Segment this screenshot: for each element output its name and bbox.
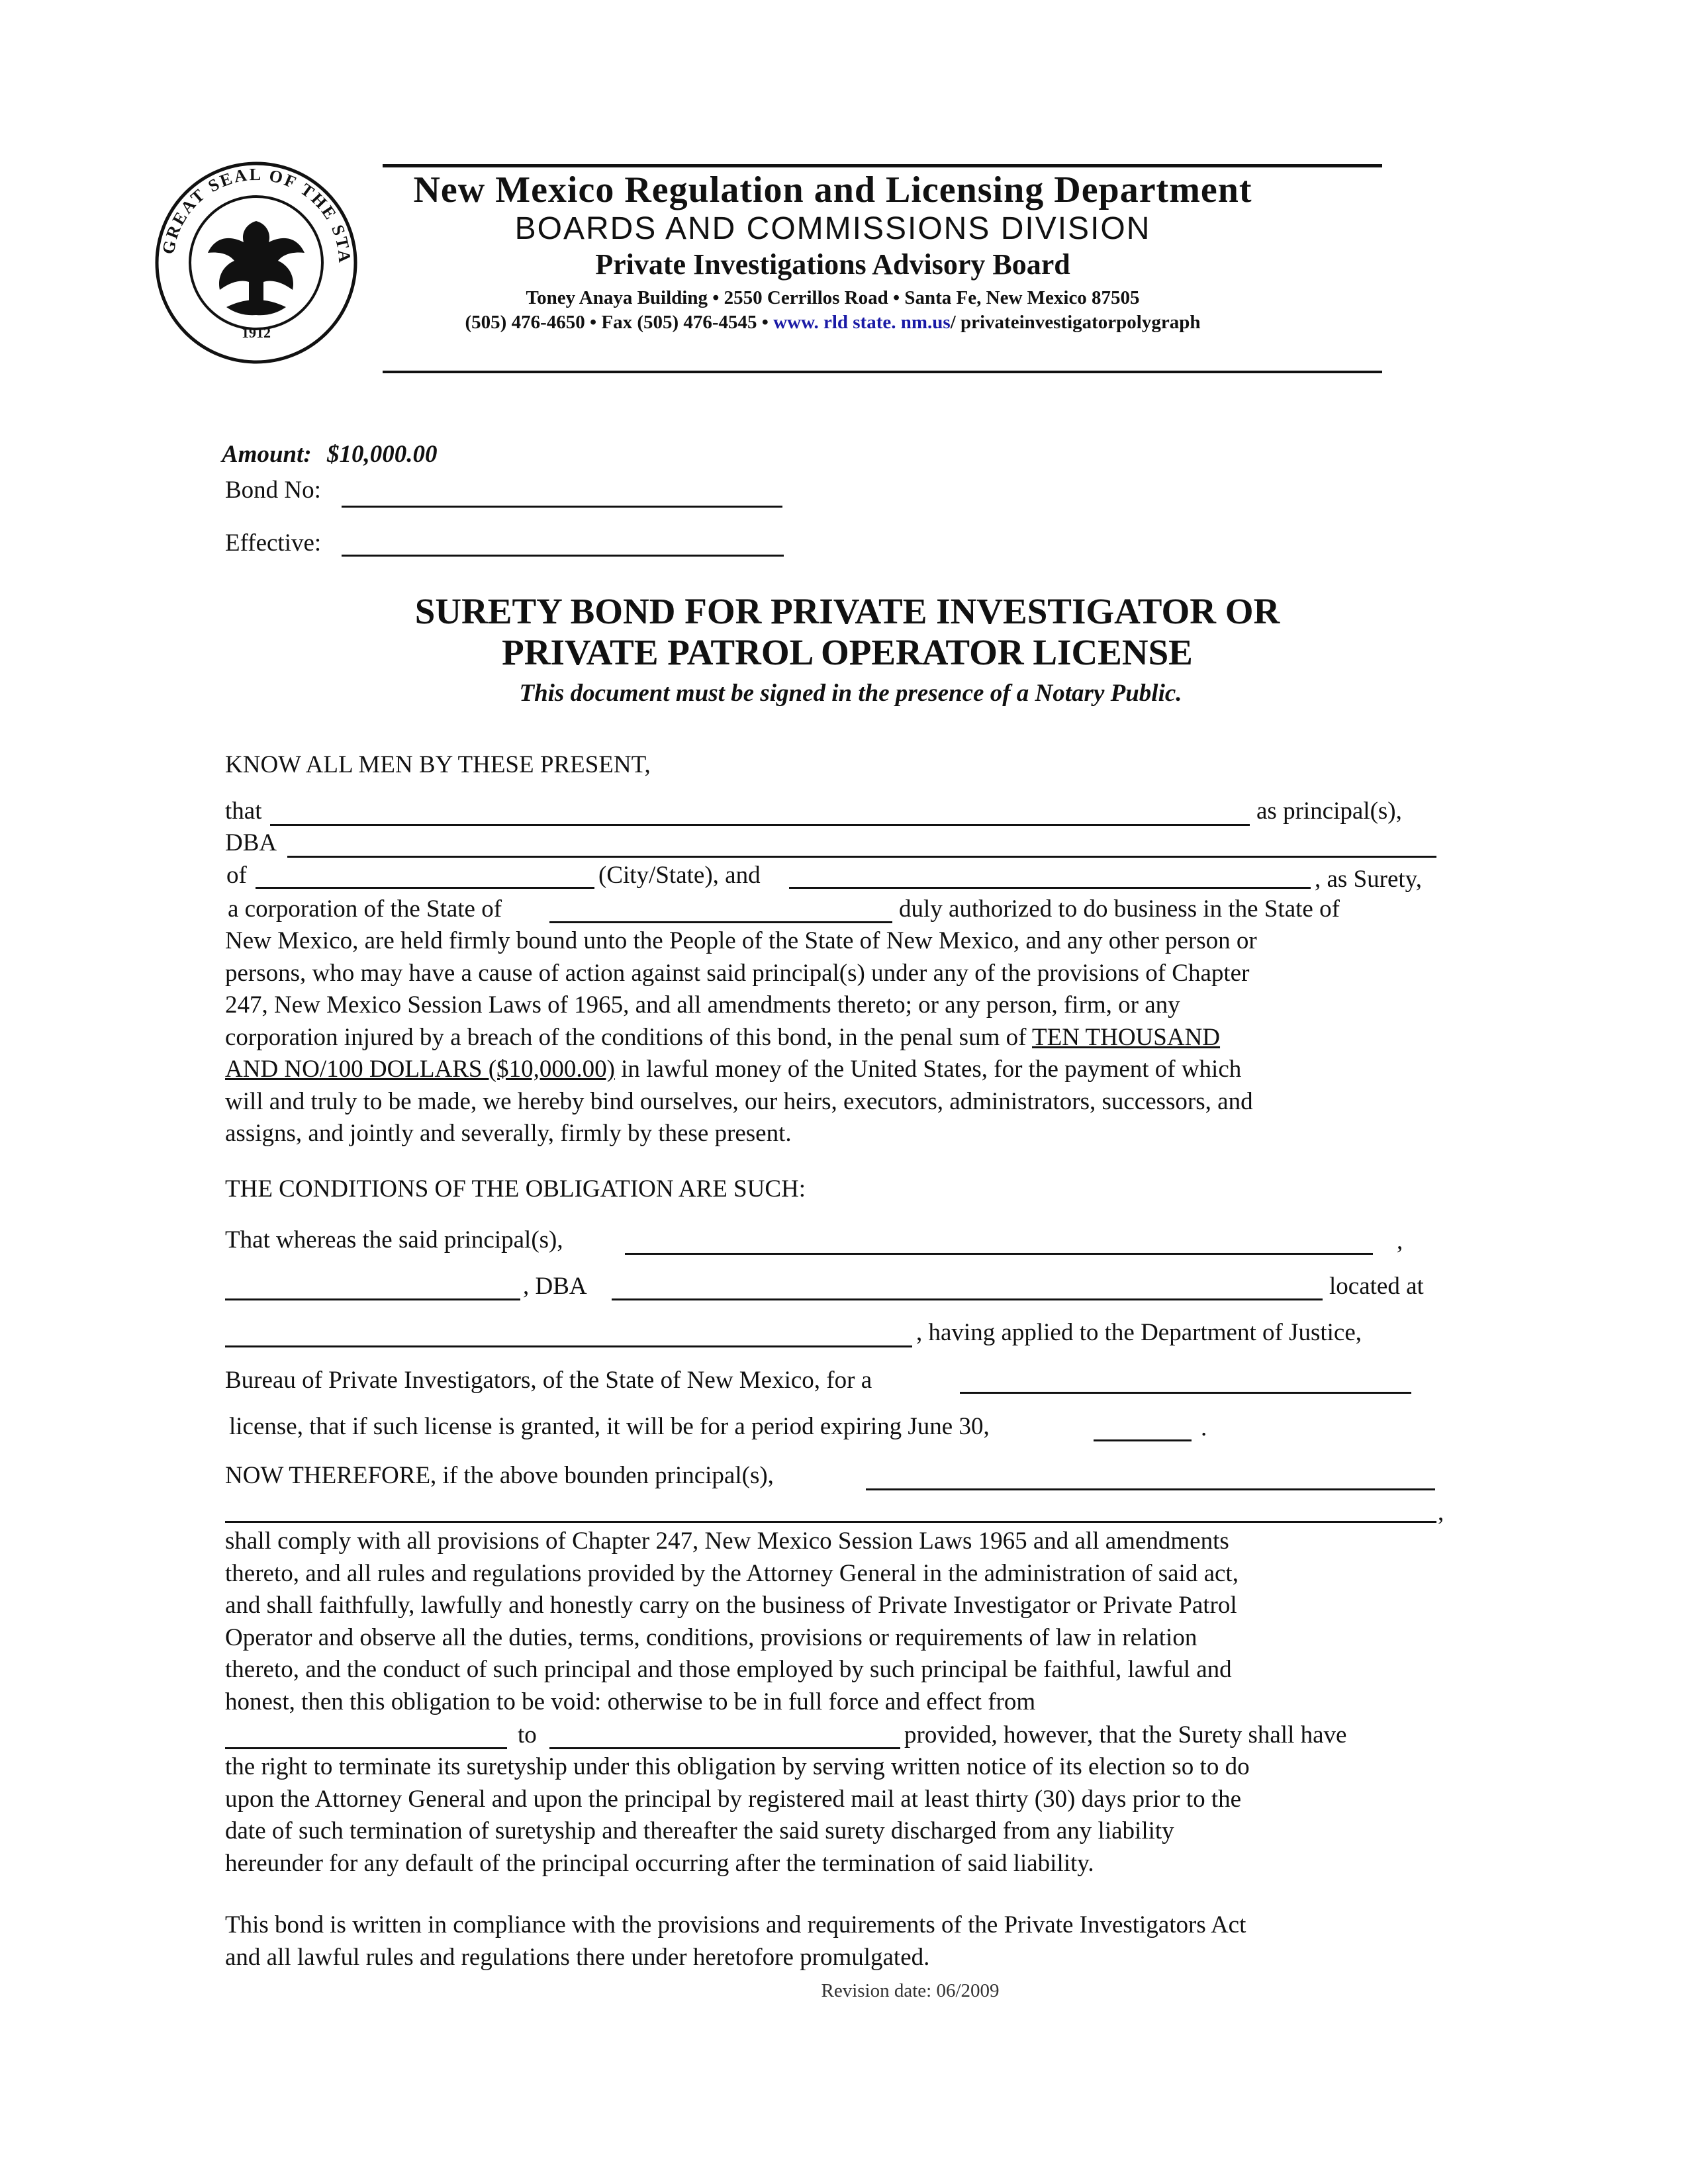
- paragraph-line: in lawful money of the United States, for the payment of which: [614, 1056, 1242, 1083]
- effective-label: Effective:: [225, 529, 322, 557]
- effect-to-field[interactable]: [549, 1747, 900, 1749]
- paragraph-line: and shall faithfully, lawfully and honestly carry on the business of Private Investigator or Private Patrol: [225, 1592, 1237, 1619]
- seal-text: GREAT SEAL OF THE STA: [158, 164, 355, 264]
- paragraph-compliance: [225, 1909, 1246, 1974]
- bond-no-field[interactable]: [342, 506, 782, 508]
- amount-label: Amount:: [222, 441, 312, 468]
- paragraph-line: thereto, and the conduct of such principal and those employed by such principal be faithful, lawful and: [225, 1656, 1232, 1683]
- expiry-year-field[interactable]: [1094, 1439, 1192, 1441]
- surety-name-field[interactable]: [789, 887, 1311, 889]
- whereas-name-field[interactable]: [225, 1298, 520, 1300]
- paragraph-line: upon the Attorney General and upon the principal by registered mail at least thirty (30) days prior to the: [225, 1785, 1242, 1813]
- seal-year: 1912: [242, 324, 271, 341]
- revision-date: Revision date: 06/2009: [821, 1980, 1000, 2001]
- state-seal: [154, 160, 359, 365]
- paragraph-comply: [225, 1525, 1239, 1718]
- located-at-label: located at: [1329, 1273, 1424, 1300]
- paragraph-line: and all lawful rules and regulations there under heretofore promulgated.: [225, 1943, 930, 1971]
- as-surety-label: , as Surety,: [1315, 866, 1423, 893]
- paragraph-line: will and truly to be made, we hereby bind ourselves, our heirs, executors, administrators, successors, and: [225, 1087, 1253, 1115]
- penal-sum-amount: AND NO/100 DOLLARS ($10,000.00): [225, 1056, 615, 1083]
- paragraph-line: New Mexico, are held firmly bound unto the People of the State of New Mexico, and any other person or: [225, 927, 1257, 954]
- paragraph-terminate: [225, 1751, 1250, 1880]
- penal-sum-words: TEN THOUSAND: [1032, 1023, 1221, 1051]
- bounden-principal-field-2[interactable]: [225, 1521, 1436, 1523]
- that-label: that: [225, 797, 262, 825]
- bounden-principal-field[interactable]: [866, 1488, 1435, 1490]
- division-name: BOARDS AND COMMISSIONS DIVISION: [514, 211, 1151, 246]
- amount-value: $10,000.00: [326, 441, 438, 468]
- conditions-heading: THE CONDITIONS OF THE OBLIGATION ARE SUCH:: [225, 1175, 806, 1203]
- paragraph-line: Operator and observe all the duties, terms, conditions, provisions or requirements of law in relation: [225, 1623, 1197, 1651]
- surety-state-field[interactable]: [549, 921, 892, 923]
- paragraph-line: This bond is written in compliance with the provisions and requirements of the Private Investigators Act: [225, 1911, 1246, 1938]
- know-all-men: KNOW ALL MEN BY THESE PRESENT,: [225, 751, 651, 778]
- header-top-rule: [383, 164, 1382, 167]
- website-path: / privateinvestigatorpolygraph: [950, 312, 1201, 333]
- license-expiring-label: license, that if such license is granted, it will be for a period expiring June 30,: [229, 1413, 990, 1440]
- principal-name-field[interactable]: [270, 824, 1250, 826]
- provided-label: provided, however, that the Surety shall have: [904, 1721, 1347, 1749]
- paragraph-line: assigns, and jointly and severally, firmly by these present.: [225, 1120, 792, 1147]
- document-title-line1: SURETY BOND FOR PRIVATE INVESTIGATOR OR: [414, 591, 1280, 631]
- to-label: to: [518, 1721, 537, 1749]
- whereas-label: That whereas the said principal(s),: [225, 1226, 563, 1253]
- whereas-comma: ,: [1397, 1228, 1403, 1255]
- phone-fax: (505) 476-4650 • Fax (505) 476-4545 •: [465, 312, 769, 333]
- city-state-label: (City/State), and: [598, 862, 761, 889]
- paragraph-line: thereto, and all rules and regulations provided by the Attorney General in the administration of said act,: [225, 1559, 1239, 1587]
- paragraph-line: the right to terminate its suretyship under this obligation by serving written notice of its election so to do: [225, 1753, 1250, 1780]
- location-field[interactable]: [225, 1345, 912, 1347]
- department-name: New Mexico Regulation and Licensing Department: [413, 169, 1252, 210]
- bureau-label: Bureau of Private Investigators, of the State of New Mexico, for a: [225, 1367, 872, 1394]
- whereas-principal-field[interactable]: [625, 1253, 1373, 1255]
- paragraph-line: 247, New Mexico Session Laws of 1965, and all amendments thereto; or any person, firm, or any: [225, 991, 1180, 1019]
- effect-from-field[interactable]: [225, 1747, 507, 1749]
- having-applied-label: , having applied to the Department of Justice,: [916, 1319, 1362, 1346]
- duly-authorized-label: duly authorized to do business in the State of: [899, 895, 1340, 923]
- board-name: Private Investigations Advisory Board: [595, 248, 1070, 281]
- dba-label: DBA: [225, 829, 277, 856]
- contact-line: [383, 310, 1283, 334]
- paragraph-line: hereunder for any default of the principal occurring after the termination of said liability.: [225, 1849, 1094, 1877]
- of-label: of: [226, 862, 247, 889]
- paragraph-line: corporation injured by a breach of the conditions of this bond, in the penal sum of: [225, 1023, 1033, 1051]
- now-therefore-label: NOW THEREFORE, if the above bounden principal(s),: [225, 1462, 774, 1489]
- as-principal-label: as principal(s),: [1256, 797, 1402, 825]
- bond-no-label: Bond No:: [225, 477, 321, 504]
- whereas-dba-field[interactable]: [612, 1298, 1323, 1300]
- paragraph-line: shall comply with all provisions of Chapter 247, New Mexico Session Laws 1965 and all amendments: [225, 1527, 1229, 1555]
- document-title-line2: PRIVATE PATROL OPERATOR LICENSE: [502, 632, 1193, 672]
- paragraph-line: honest, then this obligation to be void: otherwise to be in full force and effect from: [225, 1688, 1036, 1715]
- license-type-field[interactable]: [960, 1392, 1411, 1394]
- paragraph-bound: [225, 925, 1257, 1150]
- bounden-comma: ,: [1438, 1499, 1444, 1526]
- paragraph-line: date of such termination of suretyship and thereafter the said surety discharged from any liability: [225, 1817, 1174, 1844]
- notary-notice: This document must be signed in the presence of a Notary Public.: [519, 680, 1182, 707]
- effective-date-field[interactable]: [342, 555, 784, 557]
- expiring-period: .: [1201, 1414, 1207, 1441]
- city-state-field[interactable]: [256, 887, 594, 889]
- dba2-label: , DBA: [523, 1273, 587, 1300]
- dba-field[interactable]: [287, 856, 1436, 858]
- paragraph-line: persons, who may have a cause of action against said principal(s) under any of the provisions of Chapter: [225, 959, 1250, 987]
- header-bottom-rule: [383, 371, 1382, 373]
- address-line: Toney Anaya Building • 2550 Cerrillos Road • Santa Fe, New Mexico 87505: [526, 287, 1140, 308]
- corp-state-label: a corporation of the State of: [228, 895, 502, 923]
- website-link[interactable]: www. rld state. nm.us: [773, 312, 951, 333]
